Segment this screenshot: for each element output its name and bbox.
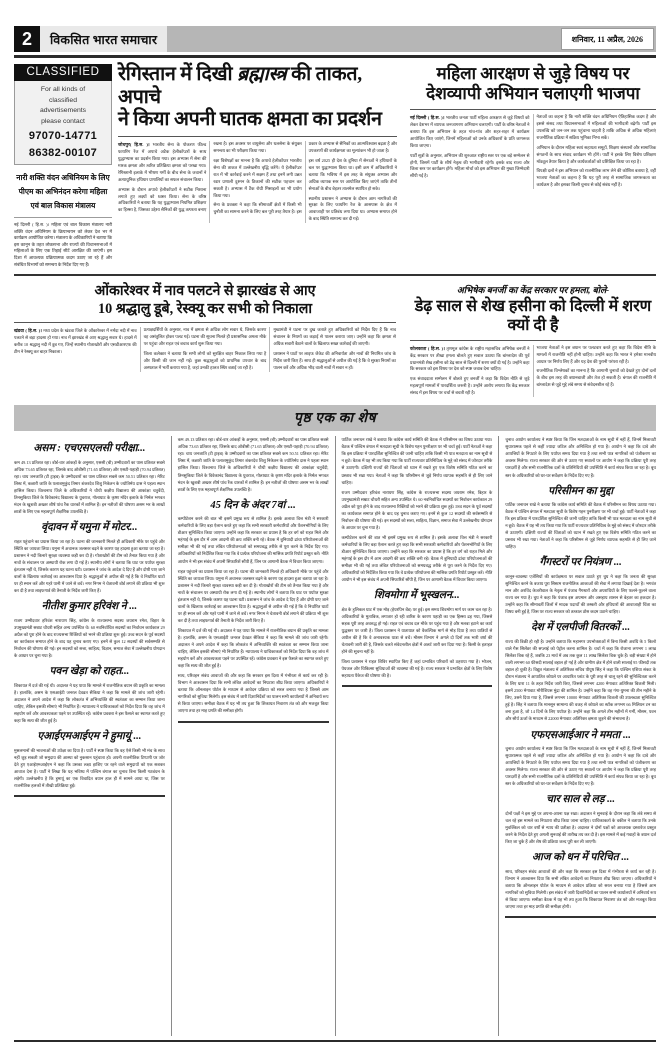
mid-right-kicker: अभिषेक बनर्जी का केंद्र सरकार पर हमला, बोले- [456, 285, 610, 296]
continuation-text: दोनों पक्षों ने इस मुद्दे पर अपना-अपना पक्ष रखा। अदालत ने सुनवाई के दौरान कहा कि लंबे समय से चल रहे इस मामले का निपटारा शीघ्र किया जाना चाहिए। याचिकाकर्ता के वकील ने बताया कि उनके मुवक्किल को चार वर्षों से न्याय की प्रतीक्षा है। अदालत ने दोनों पक्षों को आवश्यक दस्तावेज प्रस्तुत करने के निर्देश देते हुए अगली सुनवाई की तारीख तय कर दी है। इस मामले में कई गवाहों के बयान दर्ज किए जा चुके हैं और शेष की प्रक्रिया जल्द पूरी कर ली जाएगी। [505, 810, 656, 845]
lead-body [118, 141, 397, 223]
publication-date: शनिवार, 11 अप्रैल, 2026 [561, 28, 654, 50]
paragraph: स्थानीय प्रशासन ने अभ्यास के दौरान आम नागरिकों की सुरक्षा के लिए फायरिंग रेंज के आसपास के क्षेत्र में आवाजाही पर प्रतिबंध लगा दिया था। अभ्यास समाप्त होने के बाद स्थिति सामान्य कर दी गई। [308, 195, 397, 222]
continuation-text: राहत पहुंचाने का प्रयास किया जा रहा है। घटना की जानकारी मिलते ही अधिकारी मौके पर पहुंचे और स्थिति का जायजा लिया। यमुना में अचानक जलस्तर बढ़ने के कारण यह हादसा हुआ बताया जा रहा है। प्रशासन ने नदी किनारे सुरक्षा व्यवस्था कड़ी कर दी है। गोताखोरों की टीम को तैनात किया गया है और नावों के संचालन पर अस्थायी रोक लगा दी गई है। स्थानीय लोगों ने बताया कि घाट पर पर्याप्त सुरक्षा इंतजाम नहीं थे, जिसके कारण यह घटना घटी। प्रशासन ने जांच के आदेश दे दिए हैं और दोषी पाए जाने वालों के खिलाफ कार्रवाई का आश्वासन दिया है। श्रद्धालुओं से अपील की गई है कि वे निर्धारित घाटों पर ही स्नान करें और गहरे पानी में जाने से बचें। नगर निगम ने चेतावनी बोर्ड लगाने की प्रक्रिया भी शुरू कर दी है तथा लाइफगार्ड की तैनाती के निर्देश जारी किए हैं। [177, 568, 329, 623]
paragraph: पार्टी सूत्रों के अनुसार, अभियान की शुरुआत राष्ट्रीय स्तर पर एक बड़े सम्मेलन से होगी, जिसमें पार्टी के शीर्ष नेतृत्व की भागीदारी रहेगी। इसके बाद राज्य और जिला स्तर पर कार्यक्रम होंगे। महिला मोर्चा को इस अभियान की मुख्य जिम्मेदारी सौंपी गई है। [410, 152, 530, 179]
paragraph-text: भारतीय सेना के पोकरण फील्ड फायरिंग रेंज में अपाचे अटैक हेलीकॉप्टरों के साथ युद्धाभ्यास का प्रदर्शन किया गया। इस अभ्यास में सेना की मारक क्षमता और त्वरित प्रतिक्रिया क्षमता को परखा गया। रेगिस्तानी इलाके में भीषण गर्मी के बीच सेना के जवानों ने अत्याधुनिक हथियार प्रणालियों का सफल संचालन किया। [118, 141, 207, 182]
paragraph: एक संवाददाता सम्मेलन में बोलते हुए बनर्जी ने कहा कि विदेश नीति से जुड़े महत्वपूर्ण मामलों में पारदर्शिता जरूरी है। उन्होंने आरोप लगाया कि केंद्र सरकार संसद में इस विषय पर चर्चा से बचती रही है। [410, 376, 530, 396]
continuation-heading: आज को धन में परिचित ... [532, 852, 630, 864]
paragraph: रक्षा विशेषज्ञों का मानना है कि अपाचे हेलीकॉप्टर भारतीय सेना की ताकत में उल्लेखनीय वृद्धि करेंगे। ये हेलीकॉप्टर रात में भी कार्रवाई करने में सक्षम हैं तथा इनमें लगी उन्नत रडार प्रणाली दुश्मन के ठिकानों की सटीक पहचान कर सकती है। अभ्यास में टैंक रोधी मिसाइलों का भी प्रयोग किया गया। [213, 157, 302, 198]
column-end-rule [505, 916, 656, 918]
lead-headline-emphasis: ब्रह्मास्त्र [237, 64, 287, 85]
lead-headline [118, 64, 397, 132]
continuation-text: कानून-व्यवस्था एजेंसियों की कार्यक्षमता पर सवाल उठाते हुए चुघ ने कहा कि जनता की सुरक्षा सुनिश्चित करने के बजाय पूरा सिस्टम राजनीतिक आकाओं की सेवा में लगाया दिखाई देता है। भगवंत मान और अरविंद केजरीवाल के नेतृत्व में पंजाब गैंगस्टरों और अपराधियों के लिए फलने-फूलने वाला राज्य बन गया है। चुघ ने कहा कि पंजाब इस अपमान और असहाय शासन से बेहतर का हकदार है। उन्होंने कहा कि सीमावर्ती जिलों में मादक पदार्थों की तस्करी और हथियारों की आवाजाही चिंता का विषय बनी हुई है, जिस पर राज्य सरकार को तत्काल ठोस कदम उठाने चाहिए। [505, 574, 656, 615]
paragraph [410, 114, 530, 150]
dateline: खंडवा ( हि.स. )। [14, 327, 42, 333]
paragraph: अभियान के दौरान महिला स्वयं सहायता समूहों, शिक्षण संस्थानों और सामाजिक संगठनों के साथ संवाद कार्यक्रम भी होंगे। पार्टी ने इसके लिए विशेष प्रशिक्षण मॉड्यूल तैयार किया है और कार्यकर्ताओं को प्रशिक्षित किया जा रहा है। [536, 144, 656, 164]
continuation-text: साथ, परिवहन संबंध आवाजों की और कहा कि सरकार इस दिशा में गंभीरता से कार्य कर रही है। विभाग ने आश्वासन दिया कि सभी लंबित आवेदनों का निपटारा शीघ्र किया जाएगा। अधिकारियों ने बताया कि ऑनलाइन पोर्टल के माध्यम से आवेदन प्रक्रिया को सरल बनाया गया है जिससे आम नागरिकों को सुविधा मिलेगी। इस संबंध में जारी दिशानिर्देशों का पालन सभी कार्यालयों में अनिवार्य रूप से किया जाएगा। समीक्षा बैठक में यह भी तय हुआ कि शिकायत निवारण तंत्र को और मजबूत किया जाएगा तथा हर माह प्रगति की समीक्षा होगी। [505, 868, 656, 910]
continuation-column-3 [336, 436, 499, 1036]
headline-rule [410, 109, 656, 110]
top-block [14, 64, 656, 268]
dateline: कोलकाता ( हि.स. )। [410, 345, 445, 351]
paragraph-text: भारतीय जनता पार्टी महिला आरक्षण से जुड़े विषयों को लेकर देशभर में व्यापक जनजागरण अभियान चलाएगी। पार्टी के वरिष्ठ नेताओं ने बताया कि इस अभियान के तहत गांव-गांव और शहर-शहर में कार्यक्रम आयोजित किए जाएंगे, जिनमें महिलाओं को उनके अधिकारों के प्रति जागरूक किया जाएगा। [410, 114, 530, 148]
headline-rule [410, 340, 656, 341]
newspaper-page [0, 26, 670, 1050]
mid-left-headline [14, 283, 396, 318]
masthead [14, 26, 656, 52]
continuation-text: क्षेत्र के हुलिकल घाट में एक मोड़ (हेयरपिन बेंड) पर हुई। इस समय शिवमोगा मार्ग पर काम चल रहा है। अधिकारियों के मुताबिक, लगातार हो रही बारिश के कारण पहाड़ी का एक हिस्सा ढह गया, जिससे सड़क पूरी तरह अवरुद्ध हो गई। राहत एवं बचाव दल मौके पर पहुंच गया है और मलबा हटाने का कार्य युद्धस्तर पर जारी है। जिला प्रशासन ने यातायात को वैकल्पिक मार्ग से मोड़ दिया है तथा यात्रियों से अपील की है कि वे अनावश्यक यात्रा से बचें। मौसम विभाग ने अगले दो दिनों तक भारी वर्षा की चेतावनी जारी की है, जिसके चलते संवेदनशील क्षेत्रों में अलर्ट जारी कर दिया गया है। किसी के हताहत होने की सूचना नहीं है। [341, 606, 493, 655]
paragraph: जिला कलेक्टर ने बताया कि सभी लोगों को सुरक्षित बाहर निकाल लिया गया है और किसी की जान नहीं गई। कुछ श्रद्धालुओं को प्राथमिक उपचार के बाद अस्पताल में भर्ती कराया गया है, जहां उनकी हालत स्थिर बताई जा रही है। [143, 350, 267, 370]
continuation-text: साथ, परिवहन संबंध आवाजों की और कहा कि सरकार इस दिशा में गंभीरता से कार्य कर रही है। विभाग ने आश्वासन दिया कि सभी लंबित आवेदनों का निपटारा शीघ्र किया जाएगा। अधिकारियों ने बताया कि ऑनलाइन पोर्टल के माध्यम से आवेदन प्रक्रिया को सरल बनाया गया है जिससे आम नागरिकों को सुविधा मिलेगी। इस संबंध में जारी दिशानिर्देशों का पालन सभी कार्यालयों में अनिवार्य रूप से किया जाएगा। समीक्षा बैठक में यह भी तय हुआ कि शिकायत निवारण तंत्र को और मजबूत किया जाएगा तथा हर माह प्रगति की समीक्षा होगी। [177, 673, 329, 714]
paragraph: नेताओं का कहना है कि नारी शक्ति वंदन अधिनियम ऐतिहासिक कदम है और इससे संसद तथा विधानसभाओं में महिलाओं की भागीदारी बढ़ेगी। पार्टी इस उपलब्धि को जन-जन तक पहुंचाना चाहती है ताकि अधिक से अधिक महिलाएं राजनीतिक प्रक्रिया में सक्रिय भूमिका निभा सकें। [536, 113, 656, 140]
classified-badge: CLASSIFIED [14, 64, 112, 81]
page-bottom-rule [14, 1040, 656, 1042]
headline-rule [14, 322, 396, 323]
continuation-text: जिला प्रशासन ने राहत शिविर स्थापित किए हैं जहां प्रभावित परिवारों को ठहराया गया है। भोजन, पेयजल और चिकित्सा सुविधाओं की व्यवस्था की गई है। राज्य सरकार ने प्रभावित क्षेत्रों के लिए विशेष सहायता पैकेज की घोषणा की है। [341, 659, 493, 679]
classified-line-4: please contact [41, 117, 85, 125]
column-end-rule [178, 721, 329, 723]
continuation-heading: असम : एचएसएलसी परीक्षा... [33, 443, 146, 455]
paragraph [118, 141, 206, 184]
classified-phone-2: 86382-00107 [28, 146, 98, 159]
continuation-text: चुनाव आयोग कार्यालय ने स्पष्ट किया कि जिन मतदाताओं के नाम सूची में नहीं हैं, जिनमें मिलावटी सुधारात्मक पहले से कहीं ज्यादा जटिल और अनिश्चित हो गया है। आयोग ने कहा कि दावे और आपत्तियों के निपटारे के लिए पर्याप्त समय दिया गया है तथा सभी पात्र नागरिकों को पंजीकरण का अवसर मिलेगा। राज्य सरकार की ओर से उठाए गए सवालों पर आयोग ने कहा कि प्रक्रिया पूरी तरह पारदर्शी है और सभी राजनीतिक दलों के प्रतिनिधियों की उपस्थिति में कार्य संपन्न किया जा रहा है। बूथ स्तर के अधिकारियों को घर-घर सर्वेक्षण के निर्देश दिए गए हैं। [505, 746, 656, 787]
lead-headline-line-2: ने किया अपनी घातक क्षमता का प्रदर्शन [118, 109, 382, 131]
mid-right-body [410, 345, 656, 398]
masthead-filler [167, 26, 560, 52]
masthead-rule [14, 55, 656, 58]
classified-line-3: advertisements [39, 107, 87, 115]
paragraph-text: तृणमूल कांग्रेस के राष्ट्रीय महासचिव अभिषेक बनर्जी ने केंद्र सरकार पर तीखा हमला बोलते हुए सवाल उठाया कि बांग्लादेश की पूर्व प्रधानमंत्री शेख हसीना को डेढ़ साल से दिल्ली में शरण क्यों दी गई है। उन्होंने कहा कि सरकार को इस विषय पर देश को स्पष्ट जवाब देना चाहिए। [410, 345, 530, 372]
continuation-heading: एआईएमआईएम ने हुमायूं ... [37, 730, 142, 742]
paragraph: प्रत्यक्षदर्शियों के अनुसार, नाव में क्षमता से अधिक लोग सवार थे, जिसके कारण वह असंतुलित होकर पलट गई। घटना की सूचना मिलते ही प्रशासनिक अमला मौके पर पहुंचा और राहत एवं बचाव कार्य शुरू किया गया। [143, 326, 267, 346]
continuation-text: पार्टिक जनाथन राखे ने बताया कि कांग्रेस कार्य समिति की बैठक में परिसीमन का विषय उठाया गया। बैठक में पश्चिम बंगाल में मतदाता सूची के विशेष गहन पुनरीक्षण पर भी चर्चा हुई। पार्टी नेताओं ने कहा कि इस प्रक्रिया में पारदर्शिता सुनिश्चित की जानी चाहिए ताकि किसी भी पात्र मतदाता का नाम सूची से न छूटे। बैठक में यह भी तय किया गया कि पार्टी राज्यवार प्रतिनिधित्व के मुद्दे को संसद में जोरदार तरीके से उठाएगी। दक्षिणी राज्यों की चिंताओं को ध्यान में रखते हुए एक विशेष समिति गठित करने का प्रस्ताव भी रखा गया। नेताओं ने कहा कि परिसीमन से जुड़े निर्णय व्यापक सहमति से ही लिए जाने चाहिए। [341, 437, 493, 485]
mid-left-headline-line-1: ओंकारेश्वर में नाव पलटने से झारखंड से आए [94, 283, 316, 300]
mid-right-headline: डेढ़ साल से शेख हसीना को दिल्ली में शरण क्यों दी है [414, 298, 652, 335]
continuation-text: कम 49.13 प्रतिशत रहा। बोर्ड-वार आंकड़ों के अनुसार, एससी (बी) उम्मीदवारों का पास प्रतिशत सबसे अधिक 73.65 प्रतिशत रहा, जिसके बाद ओबीसी (71.65 प्रतिशत) और एसटी-पहाड़ी (70.94 प्रतिशत) रहा। चाय जनजाति (टी ट्राइब) के उम्मीदवारों का पास प्रतिशत सबसे कम 50.51 प्रतिशत रहा। मेरिट लिस्ट में, कछारी जाति के पलाशमुकुंद तिमार शंकरदेव शिशु निकेतन के ज्योतिर्मय दास ने पहला स्थान हासिल किया। विश्वनाथ जिले के अधिकारियों ने चौथी कक्षीय विद्यालय की आकांक्षा चतुर्वेदी, तिनसुकिया जिले के विवेकानंद विद्यालय के युवराज, गोलाघाट के कृष्ण मंदिर इलाके के निर्मल भगवत मंदन के खुशबी अख्तर शीर्ष पांच रैंक धारकों में शामिल हैं। इन नतीजों की घोषणा असम भर के लाखों छात्रों के लिए एक महत्वपूर्ण शैक्षणिक उपलब्धि है। [177, 437, 329, 492]
section-banner-label: पृष्ठ एक का शेष [293, 411, 377, 427]
section-banner [14, 405, 656, 431]
paper-name: विकसित भारत समाचार [40, 26, 167, 52]
paragraph [14, 327, 137, 356]
continuation-text: राहत पहुंचाने का प्रयास किया जा रहा है। घटना की जानकारी मिलते ही अधिकारी मौके पर पहुंचे और स्थिति का जायजा लिया। यमुना में अचानक जलस्तर बढ़ने के कारण यह हादसा हुआ बताया जा रहा है। प्रशासन ने नदी किनारे सुरक्षा व्यवस्था कड़ी कर दी है। गोताखोरों की टीम को तैनात किया गया है और नावों के संचालन पर अस्थायी रोक लगा दी गई है। स्थानीय लोगों ने बताया कि घाट पर पर्याप्त सुरक्षा इंतजाम नहीं थे, जिसके कारण यह घटना घटी। प्रशासन ने जांच के आदेश दे दिए हैं और दोषी पाए जाने वालों के खिलाफ कार्रवाई का आश्वासन दिया है। श्रद्धालुओं से अपील की गई है कि वे निर्धारित घाटों पर ही स्नान करें और गहरे पानी में जाने से बचें। नगर निगम ने चेतावनी बोर्ड लगाने की प्रक्रिया भी शुरू कर दी है तथा लाइफगार्ड की तैनाती के निर्देश जारी किए हैं। [14, 538, 165, 594]
top-right-headline-line-2: देशव्यापी अभियान चलाएगी भाजपा [426, 84, 640, 104]
column-end-rule [14, 795, 165, 797]
continuation-heading: पवन खेड़ा को राहत... [49, 666, 130, 678]
paragraph: इस वर्ष 2025 ही देश के दुनिया में सेनाओं ने हथियारों के बल पर युद्धाभ्यास किया था। इसी क्रम में अधिकारियों ने बताया कि भविष्य में इस तरह के संयुक्त अभ्यास और अधिक व्यापक स्तर पर आयोजित किए जाएंगे ताकि तीनों सेनाओं के बीच बेहतर तालमेल स्थापित हो सके। [308, 157, 397, 191]
continuation-text: शिकायत में दर्ज की गई थी। अदालत ने यह पाया कि मामले में राजनीतिक बयान की प्रकृति का मामला है। हालांकि, असम के एसआईटी जनरल देवव्रत सैकिया ने कहा कि मामले की जांच जारी रहेगी। अदालत ने अपने आदेश में कहा कि लोकतंत्र में अभिव्यक्ति की स्वतंत्रता का सम्मान किया जाना चाहिए, लेकिन इसकी सीमाएं भी निर्धारित हैं। न्यायालय ने याचिकाकर्ता को निर्देश दिया कि वह जांच में सहयोग करें और आवश्यकता पड़ने पर उपस्थित रहें। कांग्रेस प्रवक्ता ने इस फैसले का स्वागत करते हुए कहा कि सत्य की जीत हुई है। [14, 682, 165, 723]
continuation-column-4 [499, 436, 656, 1036]
continuation-text: कम्पीटेशन करने की बात भी इसमें प्रमुख रूप से शामिल है। इसके अलावा वित्त मंत्री ने सरकारी कर्मचारियों के लिए बड़ा ऐलान करते हुए कहा कि सभी सरकारी कर्मचारियों और पेंशनभोगियों के लिए डीआर सुनिश्चित किया जाएगा। उन्होंने कहा कि सरकार का प्रयास है कि हर वर्ग को राहत मिले और महंगाई के इस दौर में आम आदमी की क्रय शक्ति बनी रहे। बैठक में बुनियादी ढांचा परियोजनाओं की समीक्षा भी की गई तथा लंबित परियोजनाओं को समयबद्ध तरीके से पूरा करने के निर्देश दिए गए। अधिकारियों को निर्देशित किया गया कि वे प्रत्येक परियोजना की मासिक प्रगति रिपोर्ट प्रस्तुत करें। नीति आयोग ने भी इस संबंध में अपनी सिफारिशें सौंपी हैं, जिन पर आगामी बैठक में विचार किया जाएगा। [341, 534, 493, 583]
classified-line-2: classified [49, 96, 77, 104]
continuation-text: राजग उम्मीदवार हरिवंश नारायण सिंह, कांग्रेस के राज्यसभा सदस्य जयराम रमेश, बिहार के उपमुख्यमंत्री सम्राट चौधरी सहित अन्य उपस्थित थे। 60 नवनिर्वाचित सदस्यों का निर्वाचन कार्यकाल 29 अप्रैल को पूरा होने के बाद राज्यसभा रिक्तियों को भरने की प्रक्रिया शुरू हुई। उच्च सदन के पूर्व सदस्यों का कार्यकाल समाप्त होने के बाद यह चुनाव कराए गए। इनमें से कुल 12 सदस्यों की सर्वसम्मति से निर्वाचन की घोषणा की गई। इन सदस्यों को सत्ता, साहित्य, विज्ञान, समाज सेवा में उल्लेखनीय योगदान के आधार पर चुना गया है। [14, 617, 165, 659]
paragraph: विपक्षी दलों ने इस अभियान को राजनीतिक लाभ लेने की कोशिश बताया है, वहीं भाजपा नेताओं का कहना है कि यह पूरी तरह से सामाजिक जागरूकता का कार्यक्रम है और इसका किसी चुनाव से कोई संबंध नहीं है। [536, 168, 656, 188]
continuation-text: कम्पीटेशन करने की बात भी इसमें प्रमुख रूप से शामिल है। इसके अलावा वित्त मंत्री ने सरकारी कर्मचारियों के लिए बड़ा ऐलान करते हुए कहा कि सभी सरकारी कर्मचारियों और पेंशनभोगियों के लिए डीआर सुनिश्चित किया जाएगा। उन्होंने कहा कि सरकार का प्रयास है कि हर वर्ग को राहत मिले और महंगाई के इस दौर में आम आदमी की क्रय शक्ति बनी रहे। बैठक में बुनियादी ढांचा परियोजनाओं की समीक्षा भी की गई तथा लंबित परियोजनाओं को समयबद्ध तरीके से पूरा करने के निर्देश दिए गए। अधिकारियों को निर्देशित किया गया कि वे प्रत्येक परियोजना की मासिक प्रगति रिपोर्ट प्रस्तुत करें। नीति आयोग ने भी इस संबंध में अपनी सिफारिशें सौंपी हैं, जिन पर आगामी बैठक में विचार किया जाएगा। [177, 516, 329, 564]
mid-left-story [14, 283, 403, 397]
page-number: 2 [14, 26, 40, 52]
mid-left-body [14, 327, 396, 372]
promo-text: नई दिल्ली ( हि.स. )। महिला एवं बाल विकास मंत्रालय नारी शक्ति वंदन अधिनियम के क्रियान्वयन को लेकर देश भर में कार्यक्रम आयोजित करेगा। मंत्रालय के अधिकारियों ने बताया कि इस कानून के तहत लोकसभा और राज्यों की विधानसभाओं में महिलाओं के लिए एक तिहाई सीटें आरक्षित की जाएंगी। इस दिशा में आवश्यक प्रक्रियात्मक कदम उठाए जा रहे हैं और संबंधित विभागों को समन्वय के निर्देश दिए गए हैं। [14, 221, 112, 267]
paragraph: सेना के प्रवक्ता ने कहा कि सीमावर्ती क्षेत्रों में किसी भी चुनौती का सामना करने के लिए बल पूरी तरह तैयार है। इस प्रकार के अभ्यास से सैनिकों का आत्मविश्वास बढ़ता है और उपकरणों की कार्यक्षमता का मूल्यांकन भी हो जाता है। [213, 140, 397, 215]
continuation-heading: गैंगस्टरों पर नियंत्रण ... [539, 557, 622, 569]
top-right-story [403, 64, 656, 268]
mid-left-headline-line-2: 10 श्रद्धालु डूबे, रेस्क्यू कर सभी को निकाला [98, 300, 312, 317]
continuation-column-2 [172, 436, 335, 1036]
continuation-text: राज्य की बिक्री हो रही है। उन्होंने बताया कि महानगर उपभोक्ताओं में बिना किसी अवधि के 5 किलो वाले गैस सिलेंडर की सप्लाई को पेट्रोल करना शामिल है। चर्चा में कहा कि रोजाना लगभग 1 लाख सिलेंडर बिक रहे हैं, जबकि 23 मार्च में अब तक कुल 11 लाख सिलेंडर बिक चुके हैं। बड़ी संख्या में होने वाली लगभग 60 फीसदी सप्लाई बहाल हो गई है और ग्रामीण क्षेत्र में होने वाली सप्लाई 95 फीसदी तक बहाल हो चुकी है। विद्युत मंत्रालय में अतिरिक्त सचिव पीयूष सिंह ने कहा कि पश्चिम एशिया संकट के दौरान मंत्रालय ने आपातित कोयले पर आधारित प्लांट के पूरी तरह से चालू रहने की सुनिश्चितता करने के लिए धारा 11 के तहत निर्देश जारी किए, जिससे लगभग 4200 मेगावाट अतिरिक्त बिजली मिली। इसमें 2500 मेगावाट मौरीशियस मुंद्रा की शामिल है। उन्होंने कहा कि वह गंगा-युमना की तीन महीने के लिए, उसने दिया गया है, जिससे लगभग 10000 मेगावाट अतिरिक्त बिजली की उपलब्धता सुनिश्चित हुई है। सिंह ने बताया कि मानसून सामान्य की वजह से कोयले का स्टॉक लगभग 66 मिलियन टन का बना हुआ है, जो 14 दिनों के लिए पर्याप्त है। उन्होंने कहा कि अगले तीन महीनों में गर्मी, मौसम, पवन और सौर्य ऊर्जा के माध्यम से 22000 मेगावाट अतिरिक्त क्षमता जुड़ने की संभावना है। [505, 638, 656, 722]
dateline: नई दिल्ली ( हि.स. )। [410, 114, 445, 120]
continuation-grid [14, 436, 656, 1036]
section-rule [14, 274, 656, 276]
continuation-column-1 [14, 436, 171, 1036]
top-right-body [410, 114, 656, 190]
paragraph: अभ्यास के दौरान अपाचे हेलीकॉप्टरों ने सटीक निशाना लगाते हुए लक्ष्यों को ध्वस्त किया। सेना के वरिष्ठ अधिकारियों ने बताया कि यह युद्धाभ्यास नियमित प्रशिक्षण का हिस्सा है, जिसका उद्देश्य सैनिकों की युद्ध तत्परता बनाए रखना है। इस अवसर पर वायुसेना और थलसेना के संयुक्त समन्वय का भी परीक्षण किया गया। [118, 140, 302, 213]
continuation-text: पार्टिक जनाथन राखे ने बताया कि कांग्रेस कार्य समिति की बैठक में परिसीमन का विषय उठाया गया। बैठक में पश्चिम बंगाल में मतदाता सूची के विशेष गहन पुनरीक्षण पर भी चर्चा हुई। पार्टी नेताओं ने कहा कि इस प्रक्रिया में पारदर्शिता सुनिश्चित की जानी चाहिए ताकि किसी भी पात्र मतदाता का नाम सूची से न छूटे। बैठक में यह भी तय किया गया कि पार्टी राज्यवार प्रतिनिधित्व के मुद्दे को संसद में जोरदार तरीके से उठाएगी। दक्षिणी राज्यों की चिंताओं को ध्यान में रखते हुए एक विशेष समिति गठित करने का प्रस्ताव भी रखा गया। नेताओं ने कहा कि परिसीमन से जुड़े निर्णय व्यापक सहमति से ही लिए जाने चाहिए। [505, 502, 656, 550]
continuation-heading: वृंदावन में यमुना में मोटर... [41, 522, 138, 534]
continuation-heading: नीतीश कुमार हरिवंश ने ... [41, 601, 138, 613]
paragraph [410, 345, 530, 374]
paragraph: भाजपा नेताओं ने इस बयान पर पलटवार करते हुए कहा कि विदेश नीति के मामलों में राजनीति नहीं होनी चाहिए। उन्होंने कहा कि भारत ने हमेशा मानवीय आधार पर निर्णय लिए हैं और यह देश की पुरानी परंपरा रही है। [536, 344, 656, 364]
continuation-text: राजग उम्मीदवार हरिवंश नारायण सिंह, कांग्रेस के राज्यसभा सदस्य जयराम रमेश, बिहार के उपमुख्यमंत्री सम्राट चौधरी सहित अन्य उपस्थित थे। 60 नवनिर्वाचित सदस्यों का निर्वाचन कार्यकाल 29 अप्रैल को पूरा होने के बाद राज्यसभा रिक्तियों को भरने की प्रक्रिया शुरू हुई। उच्च सदन के पूर्व सदस्यों का कार्यकाल समाप्त होने के बाद यह चुनाव कराए गए। इनमें से कुल 12 सदस्यों की सर्वसम्मति से निर्वाचन की घोषणा की गई। इन सदस्यों को सत्ता, साहित्य, विज्ञान, समाज सेवा में उल्लेखनीय योगदान के आधार पर चुना गया है। [341, 489, 493, 530]
paragraph: प्रशासन ने घाटों पर लाइफ जैकेट की अनिवार्यता और नावों की नियमित जांच के निर्देश जारी किए हैं। साथ ही श्रद्धालुओं से अपील की गई है कि वे सुरक्षा नियमों का पालन करें और अधिक भीड़ वाली नावों में सवार न हों। [273, 350, 396, 370]
classified-phone-1: 97070-14771 [28, 130, 98, 143]
headline-rule [118, 136, 397, 137]
classified-column [14, 64, 112, 268]
mid-right-story [403, 283, 656, 397]
continuation-text: चुनाव आयोग कार्यालय ने स्पष्ट किया कि जिन मतदाताओं के नाम सूची में नहीं हैं, जिनमें मिलावटी सुधारात्मक पहले से कहीं ज्यादा जटिल और अनिश्चित हो गया है। आयोग ने कहा कि दावे और आपत्तियों के निपटारे के लिए पर्याप्त समय दिया गया है तथा सभी पात्र नागरिकों को पंजीकरण का अवसर मिलेगा। राज्य सरकार की ओर से उठाए गए सवालों पर आयोग ने कहा कि प्रक्रिया पूरी तरह पारदर्शी है और सभी राजनीतिक दलों के प्रतिनिधियों की उपस्थिति में कार्य संपन्न किया जा रहा है। बूथ स्तर के अधिकारियों को घर-घर सर्वेक्षण के निर्देश दिए गए हैं। [505, 437, 656, 478]
classified-body [14, 81, 112, 165]
lead-headline-part-2: की ताकत, अपाचे [118, 64, 362, 108]
continuation-heading: परिसीमन का मुद्दा [548, 485, 614, 497]
continuation-heading: देश में एलपीजी वितरकों ... [531, 622, 631, 634]
continuation-heading: शिवमोगा में भूस्खलन... [374, 590, 460, 602]
top-right-headline-line-1: महिला आरक्षण से जुड़े विषय पर [436, 64, 630, 83]
mid-block [14, 283, 656, 397]
continuation-heading: एफएसआईआर ने ममता ... [530, 729, 631, 741]
column-end-rule [342, 685, 493, 687]
divider [14, 217, 112, 218]
continuation-heading: चार साल से लड़ ... [546, 794, 616, 806]
paragraph: मुख्यमंत्री ने घटना पर दुख जताते हुए अधिकारियों को निर्देश दिए हैं कि नाव संचालन के नियमों का कड़ाई से पालन कराया जाए। उन्होंने कहा कि क्षमता से अधिक सवारी बैठाने वालों के खिलाफ सख्त कार्रवाई की जाएगी। [273, 326, 396, 346]
paragraph: राजनीतिक विश्लेषकों का मानना है कि आगामी चुनावों को देखते हुए दोनों दलों के बीच इस तरह की बयानबाजी और तेज हो सकती है। बंगाल की राजनीति में बांग्लादेश से जुड़े मुद्दे लंबे समय से संवेदनशील रहे हैं। [536, 368, 656, 388]
continuation-text: कम 49.13 प्रतिशत रहा। बोर्ड-वार आंकड़ों के अनुसार, एससी (बी) उम्मीदवारों का पास प्रतिशत सबसे अधिक 73.65 प्रतिशत रहा, जिसके बाद ओबीसी (71.65 प्रतिशत) और एसटी-पहाड़ी (70.94 प्रतिशत) रहा। चाय जनजाति (टी ट्राइब) के उम्मीदवारों का पास प्रतिशत सबसे कम 50.51 प्रतिशत रहा। मेरिट लिस्ट में, कछारी जाति के पलाशमुकुंद तिमार शंकरदेव शिशु निकेतन के ज्योतिर्मय दास ने पहला स्थान हासिल किया। विश्वनाथ जिले के अधिकारियों ने चौथी कक्षीय विद्यालय की आकांक्षा चतुर्वेदी, तिनसुकिया जिले के विवेकानंद विद्यालय के युवराज, गोलाघाट के कृष्ण मंदिर इलाके के निर्मल भगवत मंदन के खुशबी अख्तर शीर्ष पांच रैंक धारकों में शामिल हैं। इन नतीजों की घोषणा असम भर के लाखों छात्रों के लिए एक महत्वपूर्ण शैक्षणिक उपलब्धि है। [14, 459, 165, 515]
lead-headline-part-1: रेगिस्तान में दिखी [118, 64, 238, 85]
classified-line-1: For all kinds of [40, 86, 86, 93]
promo-headline: नारी शक्ति वंदन अधिनियम के लिए पीएम का अभिनंदन करेगा महिला एवं बाल विकास मंत्रालय [16, 172, 110, 210]
paragraph-text: मध्य प्रदेश के खंडवा जिले के ओंकारेश्वर में नर्मदा नदी में नाव पलटने से बड़ा हादसा हो गया। नाव में झारखंड से आए श्रद्धालु सवार थे। हादसे में करीब 10 श्रद्धालु नदी में डूब गए, जिन्हें स्थानीय गोताखोरों और एसडीआरएफ की टीम ने रेस्क्यू कर बाहर निकाला। [14, 327, 137, 354]
dateline: जोधपुर( हि.स. )। [118, 141, 150, 147]
top-right-headline [410, 64, 656, 105]
continuation-heading: 45 दिन के अंदर 7वां ... [210, 499, 296, 511]
continuation-text: शिकायत में दर्ज की गई थी। अदालत ने यह पाया कि मामले में राजनीतिक बयान की प्रकृति का मामला है। हालांकि, असम के एसआईटी जनरल देवव्रत सैकिया ने कहा कि मामले की जांच जारी रहेगी। अदालत ने अपने आदेश में कहा कि लोकतंत्र में अभिव्यक्ति की स्वतंत्रता का सम्मान किया जाना चाहिए, लेकिन इसकी सीमाएं भी निर्धारित हैं। न्यायालय ने याचिकाकर्ता को निर्देश दिया कि वह जांच में सहयोग करें और आवश्यकता पड़ने पर उपस्थित रहें। कांग्रेस प्रवक्ता ने इस फैसले का स्वागत करते हुए कहा कि सत्य की जीत हुई है। [177, 627, 329, 669]
lead-story [112, 64, 403, 268]
continuation-text: मुसलमानों की भावनाओं की उपेक्षा का दिया है। पार्टी ने स्पष्ट किया कि वह ऐसे किसी भी मंच के साथ नहीं जुड़ सकती जो समुदाय की आस्था को नुकसान पहुंचाता हो। अपनी राजनीतिक टिप्पणी पर जोर देते हुए एआईएमआईएम ने कहा कि उसका लक्ष्य हाशिए पर रहने वाले समुदायों को एक सशक्त आवाज देना है। पार्टी ने लिखा कि यह भविष्य में पश्चिम बंगाल का चुनाव बिना किसी गठबंधन के लड़ेगी। उल्लेखनीय है कि हुमायूं का एक विवादित बयान हाल ही में सामने आया था, जिस पर राजनीतिक हलकों में तीखी प्रतिक्रिया हुई। [14, 747, 165, 788]
